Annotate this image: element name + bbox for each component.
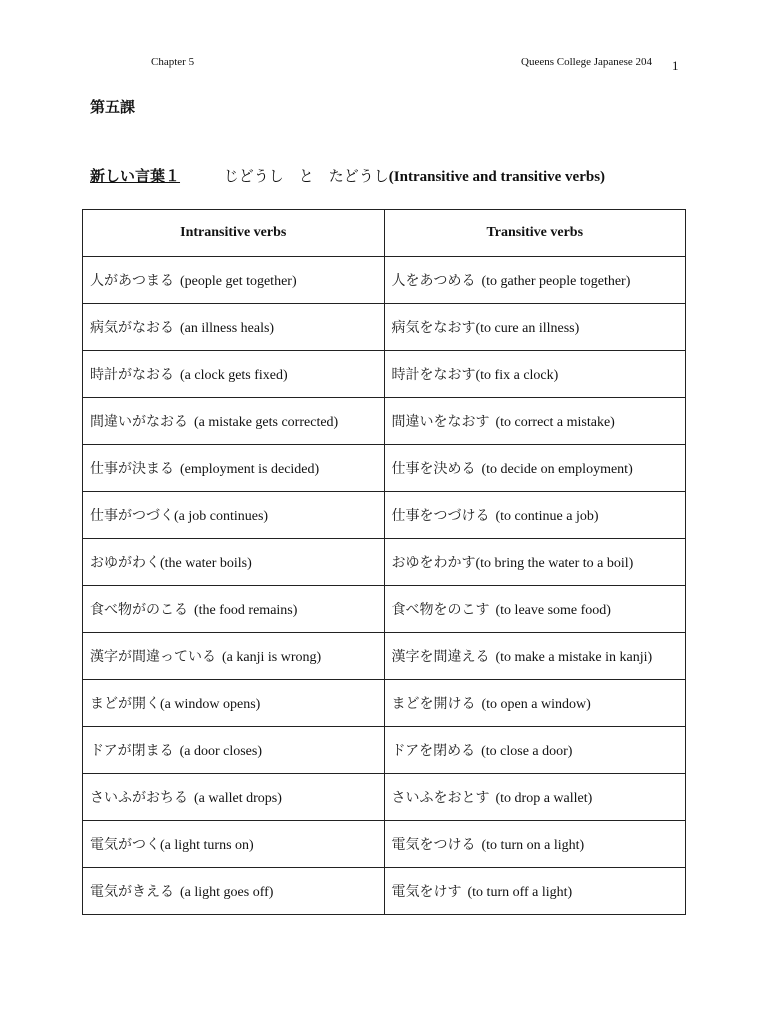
- intransitive-jp: 漢字が間違っている: [90, 649, 216, 665]
- table-row: [83, 492, 686, 539]
- transitive-cell: [384, 539, 686, 586]
- transitive-en: (to open a window): [481, 697, 591, 712]
- transitive-cell: [384, 868, 686, 915]
- transitive-cell: [384, 821, 686, 868]
- table-row: [83, 398, 686, 445]
- intransitive-jp: 人があつまる: [90, 273, 174, 289]
- transitive-en: (to cure an illness): [475, 321, 580, 336]
- intransitive-cell: [83, 680, 385, 727]
- intransitive-jp: さいふがおちる: [90, 790, 188, 806]
- intransitive-en: (a window opens): [160, 697, 261, 712]
- intransitive-en: (the food remains): [194, 603, 298, 618]
- intransitive-en: (a job continues): [174, 509, 269, 524]
- verb-table: [82, 209, 686, 915]
- transitive-en: (to make a mistake in kanji): [495, 650, 653, 665]
- intransitive-en: (people get together): [180, 274, 297, 289]
- page-number: 1: [672, 58, 679, 73]
- table-row: [83, 727, 686, 774]
- transitive-en: (to bring the water to a boil): [475, 556, 634, 571]
- intransitive-cell: [83, 398, 385, 445]
- table-row: [83, 821, 686, 868]
- transitive-en: (to leave some food): [495, 603, 611, 618]
- transitive-jp: 漢字を間違える: [391, 649, 490, 665]
- lesson-title: 第五課: [90, 98, 136, 116]
- table-row: [83, 868, 686, 915]
- transitive-cell: [384, 257, 686, 304]
- intransitive-en: (a wallet drops): [194, 791, 282, 806]
- table-row: [83, 304, 686, 351]
- section-label: 新しい言葉１: [90, 167, 181, 185]
- table-row: [83, 539, 686, 586]
- column-header-intransitive: Intransitive verbs: [83, 210, 385, 257]
- intransitive-en: (employment is decided): [180, 462, 320, 477]
- transitive-en: (to turn on a light): [481, 838, 585, 853]
- intransitive-jp: おゆがわく: [90, 555, 160, 571]
- intransitive-en: (the water boils): [160, 556, 252, 571]
- transitive-jp: おゆをわかす: [391, 555, 476, 571]
- intransitive-cell: [83, 445, 385, 492]
- transitive-jp: 仕事をつづける: [391, 508, 490, 524]
- header-chapter: Chapter 5: [151, 56, 195, 68]
- transitive-en: (to drop a wallet): [495, 791, 593, 806]
- transitive-cell: [384, 727, 686, 774]
- transitive-cell: [384, 445, 686, 492]
- section-subtitle-jp: じどうし と たどうし: [223, 167, 389, 185]
- transitive-jp: 間違いをなおす: [391, 414, 490, 430]
- transitive-en: (to correct a mistake): [495, 415, 615, 430]
- table-row: [83, 633, 686, 680]
- transitive-jp: 病気をなおす: [391, 320, 476, 336]
- table-row: [83, 774, 686, 821]
- intransitive-jp: 時計がなおる: [90, 367, 174, 383]
- transitive-jp: ドアを閉める: [391, 743, 476, 759]
- intransitive-cell: [83, 257, 385, 304]
- intransitive-jp: 仕事が決まる: [90, 461, 174, 477]
- column-header-transitive: Transitive verbs: [384, 210, 686, 257]
- intransitive-cell: [83, 727, 385, 774]
- intransitive-jp: 食べ物がのこる: [90, 602, 188, 618]
- transitive-jp: 電気をつける: [391, 837, 476, 853]
- transitive-jp: 食べ物をのこす: [391, 602, 490, 618]
- transitive-en: (to continue a job): [495, 509, 599, 524]
- intransitive-jp: 電気がつく: [90, 837, 160, 853]
- transitive-jp: 電気をけす: [391, 884, 462, 900]
- intransitive-jp: ドアが閉まる: [90, 743, 174, 759]
- table-row: [83, 586, 686, 633]
- intransitive-en: (a light goes off): [180, 885, 274, 900]
- section-title: [90, 165, 605, 186]
- transitive-jp: まどを開ける: [391, 696, 476, 712]
- transitive-en: (to fix a clock): [475, 368, 559, 383]
- section-subtitle-en: (Intransitive and transitive verbs): [388, 169, 606, 185]
- transitive-jp: さいふをおとす: [391, 790, 490, 806]
- transitive-jp: 人をあつめる: [391, 273, 476, 289]
- transitive-cell: [384, 586, 686, 633]
- transitive-cell: [384, 351, 686, 398]
- transitive-jp: 仕事を決める: [391, 461, 476, 477]
- table-row: [83, 351, 686, 398]
- intransitive-cell: [83, 304, 385, 351]
- transitive-cell: [384, 492, 686, 539]
- transitive-cell: [384, 304, 686, 351]
- table-row: [83, 257, 686, 304]
- intransitive-en: (a kanji is wrong): [222, 650, 322, 665]
- intransitive-en: (an illness heals): [180, 321, 275, 336]
- table-header-row: [83, 210, 686, 257]
- intransitive-jp: 病気がなおる: [90, 320, 174, 336]
- transitive-cell: [384, 398, 686, 445]
- intransitive-en: (a door closes): [179, 744, 263, 759]
- table-row: [83, 445, 686, 492]
- table-row: [83, 680, 686, 727]
- transitive-en: (to gather people together): [481, 274, 631, 289]
- header-course: Queens College Japanese 204: [521, 56, 653, 68]
- intransitive-cell: [83, 351, 385, 398]
- intransitive-en: (a clock gets fixed): [180, 368, 288, 383]
- transitive-en: (to turn off a light): [467, 885, 573, 900]
- intransitive-jp: 仕事がつづく: [90, 508, 174, 524]
- intransitive-jp: 間違いがなおる: [90, 414, 188, 430]
- intransitive-jp: 電気がきえる: [90, 884, 174, 900]
- transitive-jp: 時計をなおす: [391, 367, 476, 383]
- intransitive-cell: [83, 586, 385, 633]
- transitive-en: (to decide on employment): [481, 462, 633, 477]
- intransitive-cell: [83, 821, 385, 868]
- intransitive-cell: [83, 492, 385, 539]
- intransitive-jp: まどが開く: [90, 696, 160, 712]
- intransitive-cell: [83, 539, 385, 586]
- transitive-cell: [384, 774, 686, 821]
- transitive-cell: [384, 633, 686, 680]
- intransitive-en: (a mistake gets corrected): [194, 415, 339, 430]
- transitive-en: (to close a door): [481, 744, 573, 759]
- intransitive-cell: [83, 868, 385, 915]
- intransitive-cell: [83, 774, 385, 821]
- intransitive-en: (a light turns on): [160, 838, 254, 853]
- intransitive-cell: [83, 633, 385, 680]
- transitive-cell: [384, 680, 686, 727]
